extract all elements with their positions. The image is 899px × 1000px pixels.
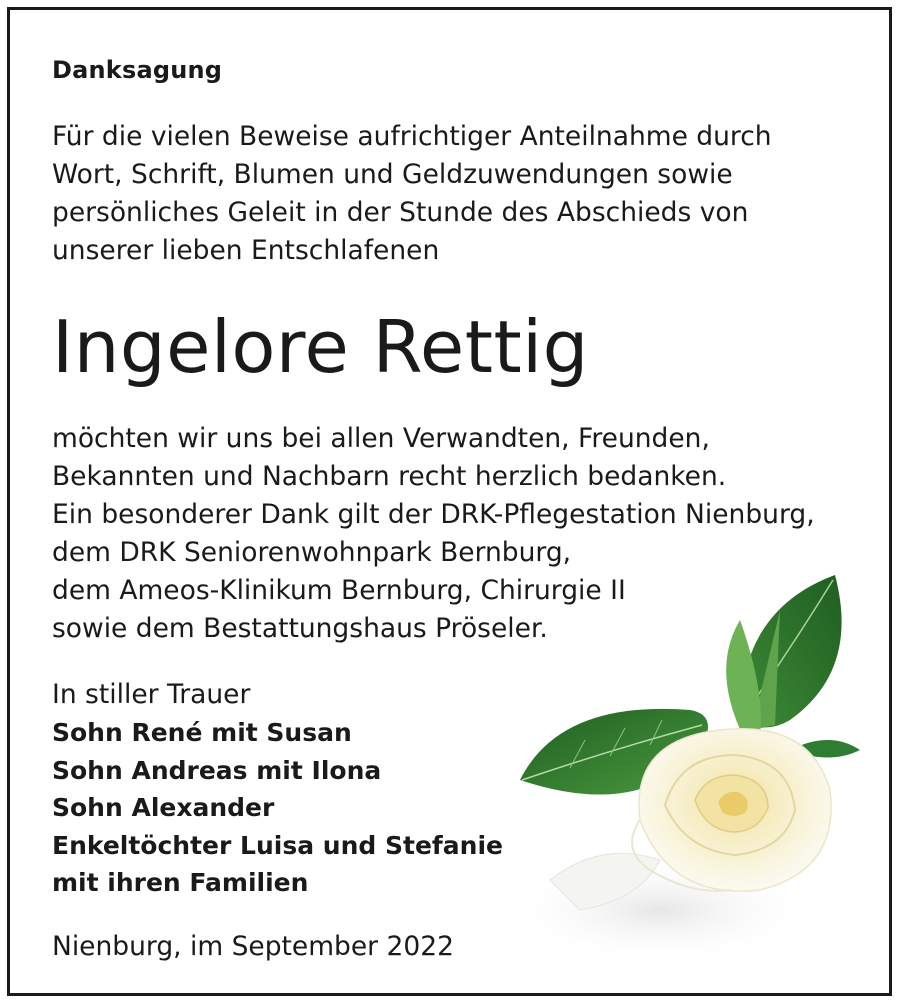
deceased-name: Ingelore Rettig bbox=[52, 305, 589, 389]
mourner-name: Enkeltöchter Luisa und Stefanie bbox=[52, 830, 503, 860]
thanks-text: möchten wir uns bei allen Verwandten, Freunden, Bekannten und Nachbarn recht herzlich bedanken. Ein besonderer Dank gilt der DRK-Pflegestation Nienburg, dem DRK Seniorenwohnpark Bernburg, dem Ameos-Klinikum Bernburg, Chirurgie II sowie dem Bestattungshaus Pröseler. bbox=[52, 423, 815, 644]
mourner-name: Sohn Andreas mit Ilona bbox=[52, 755, 382, 785]
mourner-name: Sohn René mit Susan bbox=[52, 718, 352, 747]
heading: Danksagung bbox=[52, 56, 223, 84]
mourner-name: Sohn Alexander bbox=[52, 793, 275, 822]
mourning-intro: In stiller Trauer bbox=[52, 679, 251, 710]
white-rose-image bbox=[490, 550, 892, 996]
mourners-list bbox=[52, 714, 503, 902]
mourner-name: mit ihren Familien bbox=[52, 868, 309, 897]
place-and-date: Nienburg, im September 2022 bbox=[52, 931, 454, 962]
intro-text: Für die vielen Beweise aufrichtiger Anteilnahme durch Wort, Schrift, Blumen und Geldzuwendungen sowie persönliches Geleit in der Stunde des Abschieds von unserer lieben Entschlafenen bbox=[52, 121, 772, 266]
obituary-frame bbox=[7, 7, 892, 996]
